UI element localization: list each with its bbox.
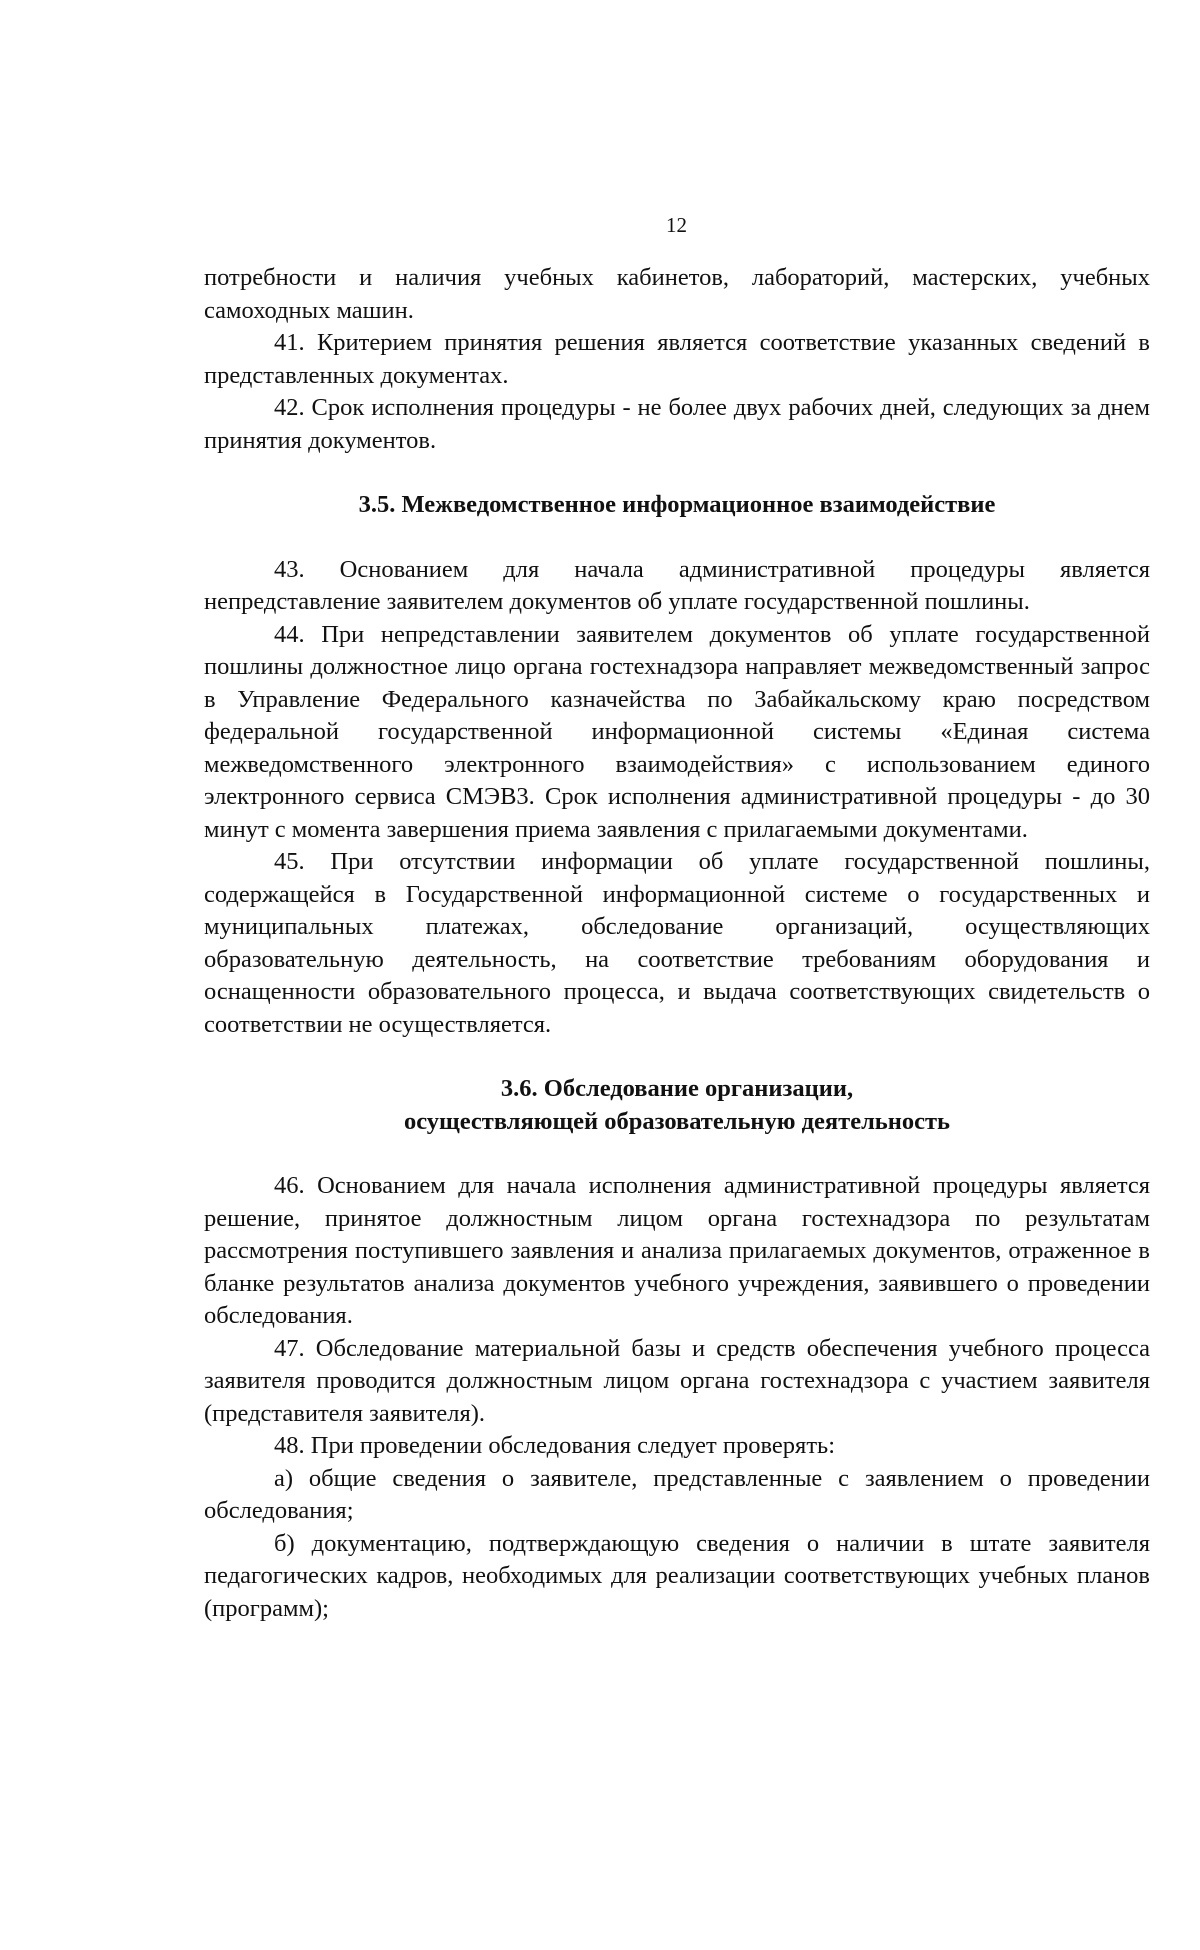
spacer bbox=[204, 1138, 1150, 1170]
paragraph-42: 42. Срок исполнения процедуры - не более двух рабочих дней, следующих за днем принятия документов. bbox=[204, 394, 1150, 454]
paragraph-48: 48. При проведении обследования следует проверять: bbox=[274, 1432, 835, 1459]
spacer bbox=[204, 522, 1150, 554]
paragraph-45: 45. При отсутствии информации об уплате государственной пошлины, содержащейся в Государственной информационной системе о государственных и муниципальных платежах, обследование организаций, осуществляющих образовательную деятельность, на соответствие требованиям оборудования и оснащенности образовательного процесса, и выдача соответствующих свидетельств о соответствии не осуществляется. bbox=[204, 848, 1150, 1038]
page-number: 12 bbox=[666, 213, 687, 237]
paragraph-48-a: а) общие сведения о заявителе, представленные с заявлением о проведении обследования; bbox=[204, 1464, 1150, 1524]
section-heading-3-5: 3.5. Межведомственное информационное взаимодействие bbox=[358, 491, 996, 518]
paragraph-41: 41. Критерием принятия решения является соответствие указанных сведений в представленных документах. bbox=[204, 329, 1150, 389]
paragraph-43: 43. Основанием для начала административной процедуры является непредставление заявителем документов об уплате государственной пошлины. bbox=[204, 555, 1150, 615]
paragraph-44: 44. При непредставлении заявителем документов об уплате государственной пошлины должностное лицо органа гостехнадзора направляет межведомственный запрос в Управление Федерального казначейства по Забайкальскому краю посредством федеральной государственной информационной системы «Единая система межведомственного электронного взаимодействия» с использованием единого электронного сервиса СМЭВ3. Срок исполнения административной процедуры - до 30 минут с момента завершения приема заявления с прилагаемыми документами. bbox=[204, 620, 1150, 843]
spacer bbox=[204, 1041, 1150, 1073]
section-heading-3-6-line2: осуществляющей образовательную деятельность bbox=[404, 1107, 950, 1135]
paragraph-46: 46. Основанием для начала исполнения административной процедуры является решение, принятое должностным лицом органа гостехнадзора по результатам рассмотрения поступившего заявления и анализа прилагаемых документов, отраженное в бланке результатов анализа документов учебного учреждения, заявившего о проведении обследования. bbox=[204, 1172, 1150, 1329]
paragraph-continuation: потребности и наличия учебных кабинетов, лабораторий, мастерских, учебных самоходных машин. bbox=[204, 264, 1150, 324]
document-body bbox=[204, 262, 1150, 1625]
spacer bbox=[204, 457, 1150, 489]
paragraph-47: 47. Обследование материальной базы и средств обеспечения учебного процесса заявителя проводится должностным лицом органа гостехнадзора с участием заявителя (представителя заявителя). bbox=[204, 1334, 1150, 1427]
section-heading-3-6-line1: 3.6. Обследование организации, bbox=[500, 1075, 854, 1102]
paragraph-48-b: б) документацию, подтверждающую сведения о наличии в штате заявителя педагогических кадров, необходимых для реализации соответствующих учебных планов (программ); bbox=[204, 1529, 1150, 1622]
